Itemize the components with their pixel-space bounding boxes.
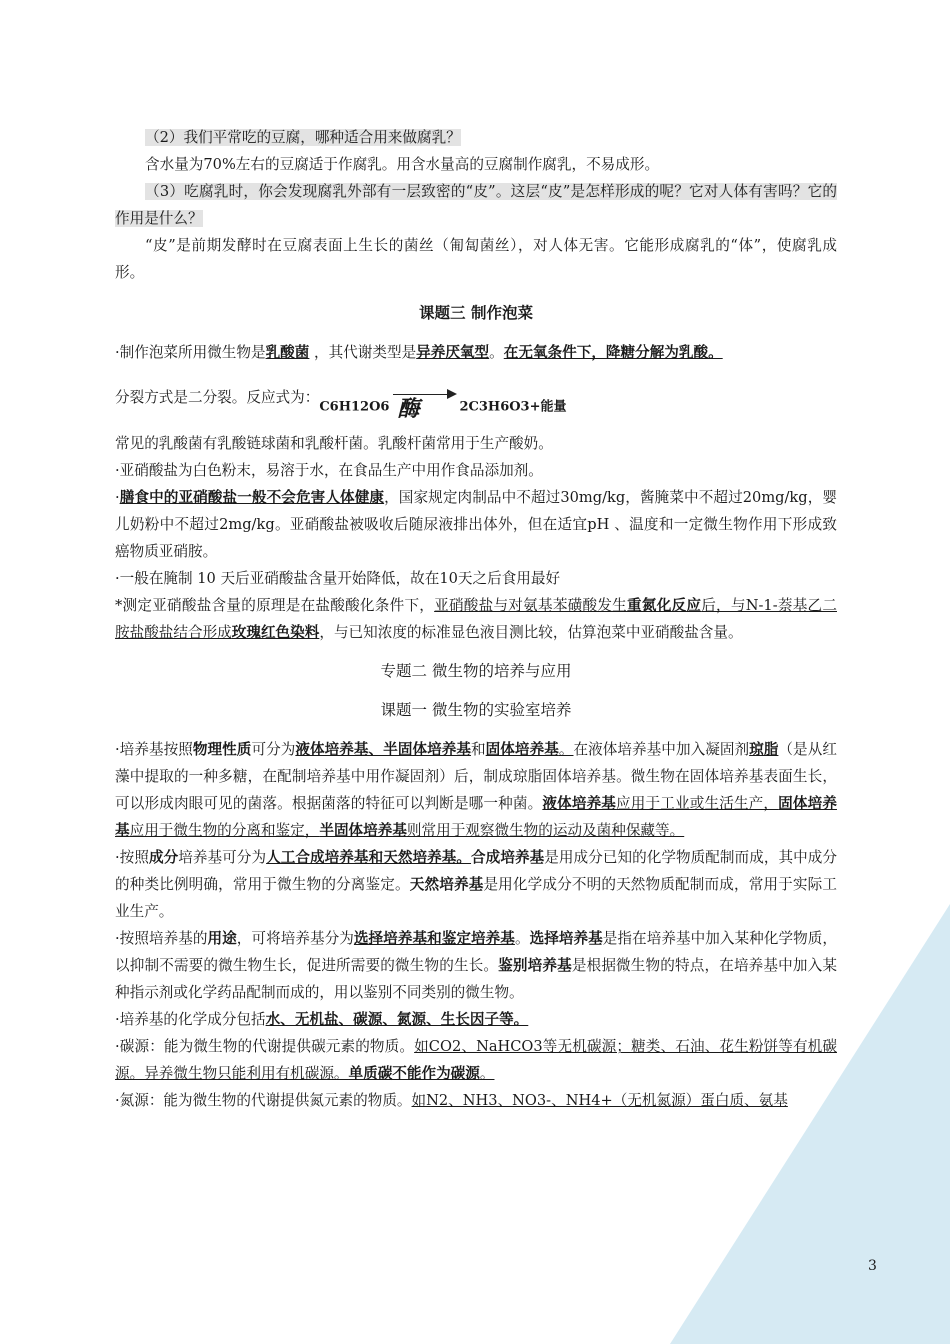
answer-3: “皮”是前期发酵时在豆腐表面上生长的菌丝（匍匐菌丝），对人体无害。它能形成腐乳的“体”，使腐乳成形。 (115, 237, 837, 281)
paragraph-lactic-bacteria: ·制作泡菜所用微生物是乳酸菌 ，其代谢类型是异养厌氧型。在无氧条件下，降糖分解为乳酸。 (115, 344, 723, 361)
document-body (115, 124, 837, 1114)
question-2: （2）我们平常吃的豆腐，哪种适合用来做腐乳？ (145, 129, 461, 146)
paragraph-medium-physical: ·培养基按照物理性质可分为液体培养基、半固体培养基和固体培养基。在液体培养基中加入凝固剂琼脂（是从红藻中提取的一种多糖，在配制培养基中用作凝固剂）后，制成琼脂固体培养基。微生物在固体培养基表面生长，可以形成肉眼可见的菌落。根据菌落的特征可以判断是哪一种菌。液体培养基应用于工业或生活生产，固体培养基应用于微生物的分离和鉴定，半固体培养基则常用于观察微生物的运动及菌种保藏等。 (115, 741, 837, 839)
paragraph-lactic-types: 常见的乳酸菌有乳酸链球菌和乳酸杆菌。乳酸杆菌常用于生产酸奶。 (115, 435, 553, 452)
reaction-arrow-icon: 酶 (393, 390, 455, 424)
reaction-formula: C6H12O6 酶 2C3H6O3+能量 (319, 390, 566, 424)
paragraph-nitrite-safety: ·膳食中的亚硝酸盐一般不会危害人体健康，国家规定肉制品中不超过30mg/kg，酱腌菜中不超过20mg/kg，婴儿奶粉中不超过2mg/kg。亚硝酸盐被吸收后随尿液排出体外，但在适宜pH 、温度和一定微生物作用下形成致癌物质亚硝胺。 (115, 489, 837, 560)
paragraph-medium-chemistry: ·培养基的化学成分包括水、无机盐、碳源、氮源、生长因子等。 (115, 1011, 529, 1028)
paragraph-nitrite-measure: *测定亚硝酸盐含量的原理是在盐酸酸化条件下，亚硝酸盐与对氨基苯磺酸发生重氮化反应后，与N-1-萘基乙二胺盐酸盐结合形成玫瑰红色染料，与已知浓度的标准显色液目测比较，估算泡菜中亚硝酸盐含量。 (115, 597, 837, 641)
lesson1-title: 课题一 微生物的实验室培养 (380, 701, 572, 719)
answer-2: 含水量为70%左右的豆腐适于作腐乳。用含水量高的豆腐制作腐乳，不易成形。 (145, 156, 660, 173)
paragraph-reaction: 分裂方式是二分裂。反应式为：C6H12O6 酶 2C3H6O3+能量 (115, 389, 567, 422)
paragraph-nitrogen-source: ·氮源：能为微生物的代谢提供氮元素的物质。如N2、NH3、NO3-、NH4+（无机氮源）蛋白质、氨基 (115, 1092, 788, 1109)
page-number: 3 (868, 1258, 877, 1274)
lesson3-title: 课题三 制作泡菜 (419, 304, 533, 322)
topic2-title: 专题二 微生物的培养与应用 (380, 662, 572, 680)
paragraph-medium-composition: ·按照成分培养基可分为人工合成培养基和天然培养基。合成培养基是用成分已知的化学物质配制而成，其中成分的种类比例明确，常用于微生物的分离鉴定。天然培养基是用化学成分不明的天然物质配制而成，常用于实际工业生产。 (115, 849, 837, 920)
question-3: （3）吃腐乳时，你会发现腐乳外部有一层致密的“皮”。这层“皮”是怎样形成的呢？它对人体有害吗？它的作用是什么？ (115, 183, 837, 227)
paragraph-medium-usage: ·按照培养基的用途，可将培养基分为选择培养基和鉴定培养基。选择培养基是指在培养基中加入某种化学物质，以抑制不需要的微生物生长，促进所需要的微生物的生长。鉴别培养基是根据微生物的特点，在培养基中加入某种指示剂或化学药品配制而成的，用以鉴别不同类别的微生物。 (115, 930, 837, 1001)
paragraph-nitrite: ·亚硝酸盐为白色粉末，易溶于水，在食品生产中用作食品添加剂。 (115, 462, 543, 479)
paragraph-pickle-days: ·一般在腌制 10 天后亚硝酸盐含量开始降低，故在10天之后食用最好 (115, 570, 561, 587)
paragraph-carbon-source: ·碳源：能为微生物的代谢提供碳元素的物质。如CO2、NaHCO3等无机碳源；糖类、石油、花生粉饼等有机碳源。异养微生物只能利用有机碳源。单质碳不能作为碳源。 (115, 1038, 837, 1082)
